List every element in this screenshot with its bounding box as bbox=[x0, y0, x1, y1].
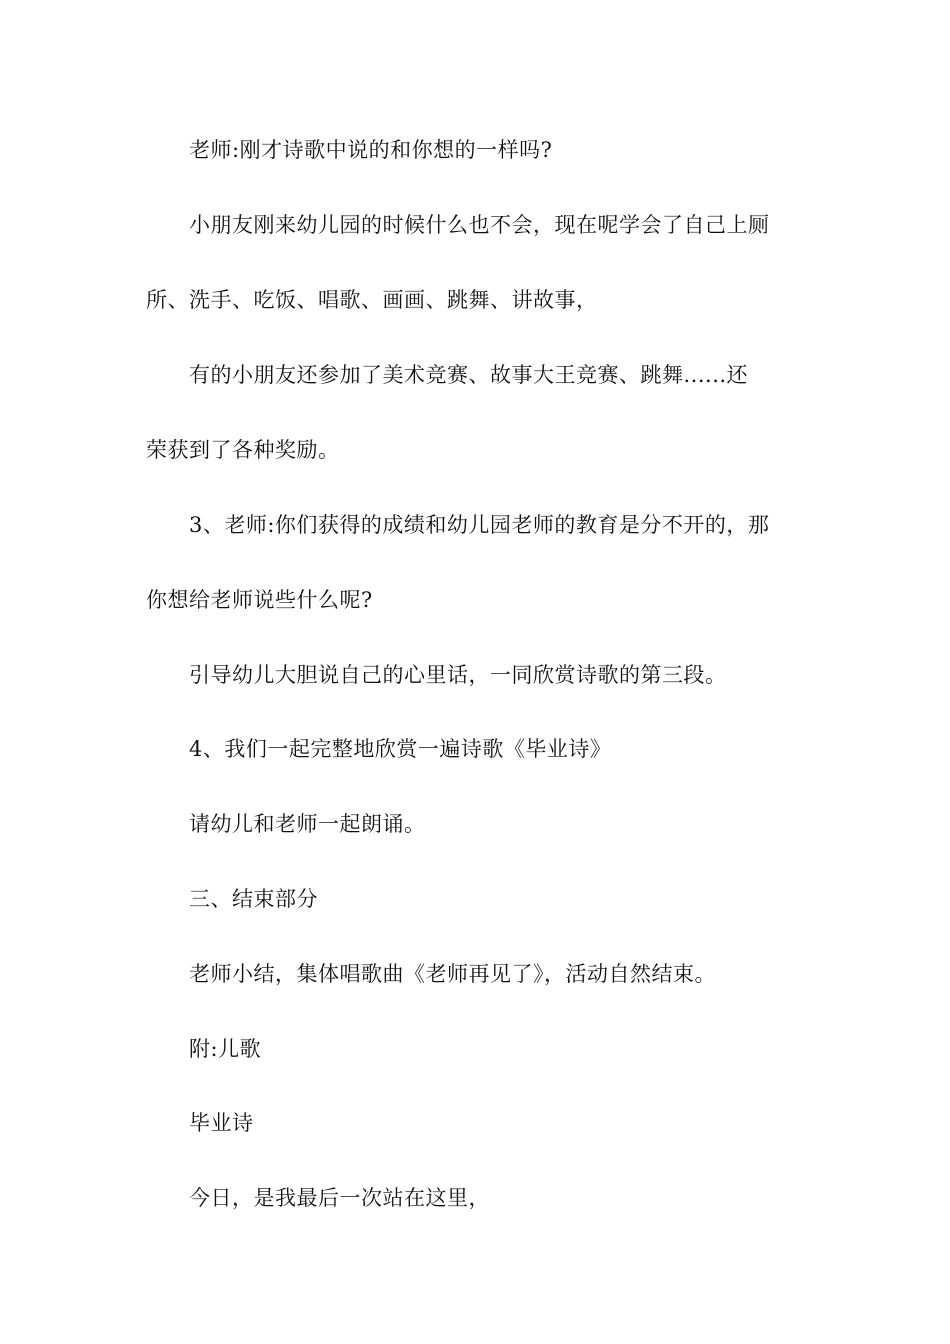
poem-line: 今日，是我最后一次站在这里， bbox=[189, 1186, 490, 1210]
paragraph-line: 附:儿歌 bbox=[189, 1037, 262, 1061]
paragraph-line: 有的小朋友还参加了美术竞赛、故事大王竞赛、跳舞......还 bbox=[189, 363, 749, 387]
paragraph-line: 引导幼儿大胆说自己的心里话，一同欣赏诗歌的第三段。 bbox=[189, 663, 727, 687]
paragraph-line: 老师小结，集体唱歌曲《老师再见了》，活动自然结束。 bbox=[189, 962, 716, 986]
paragraph-line: 老师:刚才诗歌中说的和你想的一样吗? bbox=[189, 138, 553, 162]
section-heading: 三、结束部分 bbox=[189, 887, 318, 911]
paragraph-line: 荣获到了各种奖励。 bbox=[146, 438, 340, 462]
paragraph-line: 请幼儿和老师一起朗诵。 bbox=[189, 812, 426, 836]
paragraph-line: 小朋友刚来幼儿园的时候什么也不会，现在呢学会了自己上厕 bbox=[189, 213, 770, 237]
paragraph-line: 3、老师:你们获得的成绩和幼儿园老师的教育是分不开的，那 bbox=[189, 513, 770, 537]
poem-title: 毕业诗 bbox=[189, 1111, 254, 1135]
paragraph-line: 你想给老师说些什么呢? bbox=[146, 588, 373, 612]
paragraph-line: 所、洗手、吃饭、唱歌、画画、跳舞、讲故事， bbox=[146, 288, 598, 312]
paragraph-line: 4、我们一起完整地欣赏一遍诗歌《毕业诗》 bbox=[189, 737, 612, 761]
